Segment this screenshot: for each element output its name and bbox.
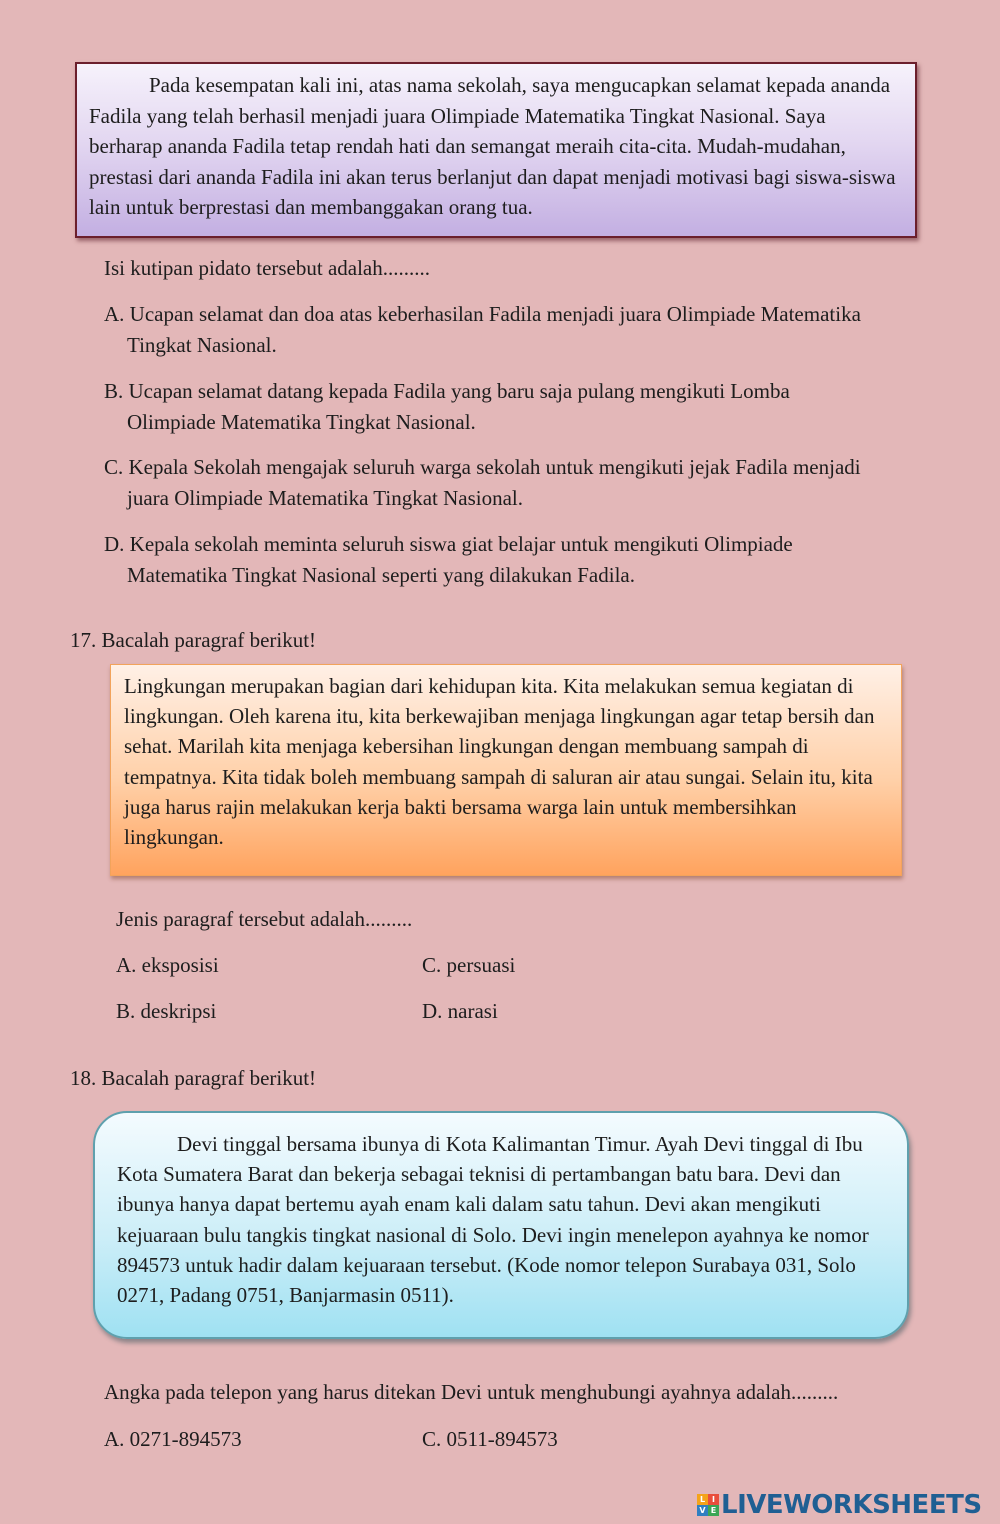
q17-heading: 17. Bacalah paragraf berikut!: [70, 628, 317, 652]
q18-option-a[interactable]: A. 0271-894573: [104, 1427, 242, 1451]
q18-heading: 18. Bacalah paragraf berikut!: [70, 1066, 317, 1090]
logo-text: LIVEWORKSHEETS: [721, 1490, 982, 1520]
q18-paragraph-box: [93, 1111, 909, 1339]
logo-mark-letter: E: [708, 1505, 719, 1516]
q16-option-a[interactable]: [104, 299, 944, 360]
q17-paragraph-box: [110, 664, 902, 876]
q17-option-b[interactable]: B. deskripsi: [116, 999, 217, 1023]
logo-mark-letter: V: [697, 1505, 708, 1516]
option-text: Kepala Sekolah mengajak seluruh warga sekolah untuk mengikuti jejak Fadila menjadi: [128, 455, 861, 479]
liveworksheets-logo[interactable]: [697, 1490, 982, 1520]
q16-question: Isi kutipan pidato tersebut adalah.........: [104, 256, 431, 280]
logo-mark-letter: L: [697, 1494, 708, 1505]
q17-option-a[interactable]: A. eksposisi: [116, 953, 219, 977]
q17-question: Jenis paragraf tersebut adalah.........: [116, 907, 413, 931]
option-text-cont: Tingkat Nasional.: [127, 332, 277, 357]
q16-option-d[interactable]: [104, 529, 944, 590]
option-letter: D.: [104, 532, 125, 556]
option-text-cont: Olimpiade Matematika Tingkat Nasional.: [127, 409, 476, 434]
option-text: Kepala sekolah meminta seluruh siswa giat belajar untuk mengikuti Olimpiade: [129, 532, 793, 556]
option-text: Ucapan selamat datang kepada Fadila yang baru saja pulang mengikuti Lomba: [128, 379, 790, 403]
option-letter: B.: [104, 379, 124, 403]
q16-option-c[interactable]: [104, 452, 944, 513]
option-letter: C.: [104, 455, 124, 479]
speech-excerpt-box: [75, 62, 917, 238]
logo-mark-letter: I: [708, 1494, 719, 1505]
q18-question: Angka pada telepon yang harus ditekan Devi untuk menghubungi ayahnya adalah.........: [104, 1380, 839, 1404]
option-text-cont: juara Olimpiade Matematika Tingkat Nasional.: [127, 485, 524, 510]
option-text: Ucapan selamat dan doa atas keberhasilan Fadila menjadi juara Olimpiade Matematika: [129, 302, 861, 326]
option-letter: A.: [104, 302, 125, 326]
q17-option-d[interactable]: D. narasi: [422, 999, 498, 1023]
q18-paragraph-text: Devi tinggal bersama ibunya di Kota Kalimantan Timur. Ayah Devi tinggal di Ibu Kota Sumatera Barat dan bekerja sebagai teknisi di pertambangan batu bara. Devi dan ibunya hanya dapat bertemu ayah enam kali dalam satu tahun. Devi akan mengikuti kejuaraan bulu tangkis tingkat nasional di Solo. Devi ingin menelepon ayahnya ke nomor 894573 untuk hadir dalam kejuaraan tersebut. (Kode nomor telepon Surabaya 031, Solo 0271, Padang 0751, Banjarmasin 0511).: [117, 1132, 869, 1308]
q18-option-c[interactable]: C. 0511-894573: [422, 1427, 558, 1451]
q17-option-c[interactable]: C. persuasi: [422, 953, 516, 977]
q16-option-b[interactable]: [104, 376, 944, 437]
q17-paragraph-text: Lingkungan merupakan bagian dari kehidupan kita. Kita melakukan semua kegiatan di lingkungan. Oleh karena itu, kita berkewajiban menjaga lingkungan agar tetap bersih dan sehat. Marilah kita menjaga kebersihan lingkungan dengan membuang sampah di tempatnya. Kita tidak boleh membuang sampah di saluran air atau sungai. Selain itu, kita juga harus rajin melakukan kerja bakti bersama warga lain untuk membersihkan lingkungan.: [124, 674, 875, 850]
option-text-cont: Matematika Tingkat Nasional seperti yang dilakukan Fadila.: [127, 562, 635, 587]
liveworksheets-logo-icon: [697, 1494, 719, 1516]
speech-excerpt-text: Pada kesempatan kali ini, atas nama sekolah, saya mengucapkan selamat kepada ananda Fadila yang telah berhasil menjadi juara Olimpiade Matematika Tingkat Nasional. Saya berharap ananda Fadila tetap rendah hati dan semangat meraih cita-cita. Mudah-mudahan, prestasi dari ananda Fadila ini akan terus berlanjut dan dapat menjadi motivasi bagi siswa-siswa lain untuk berprestasi dan membanggakan orang tua.: [89, 73, 896, 219]
